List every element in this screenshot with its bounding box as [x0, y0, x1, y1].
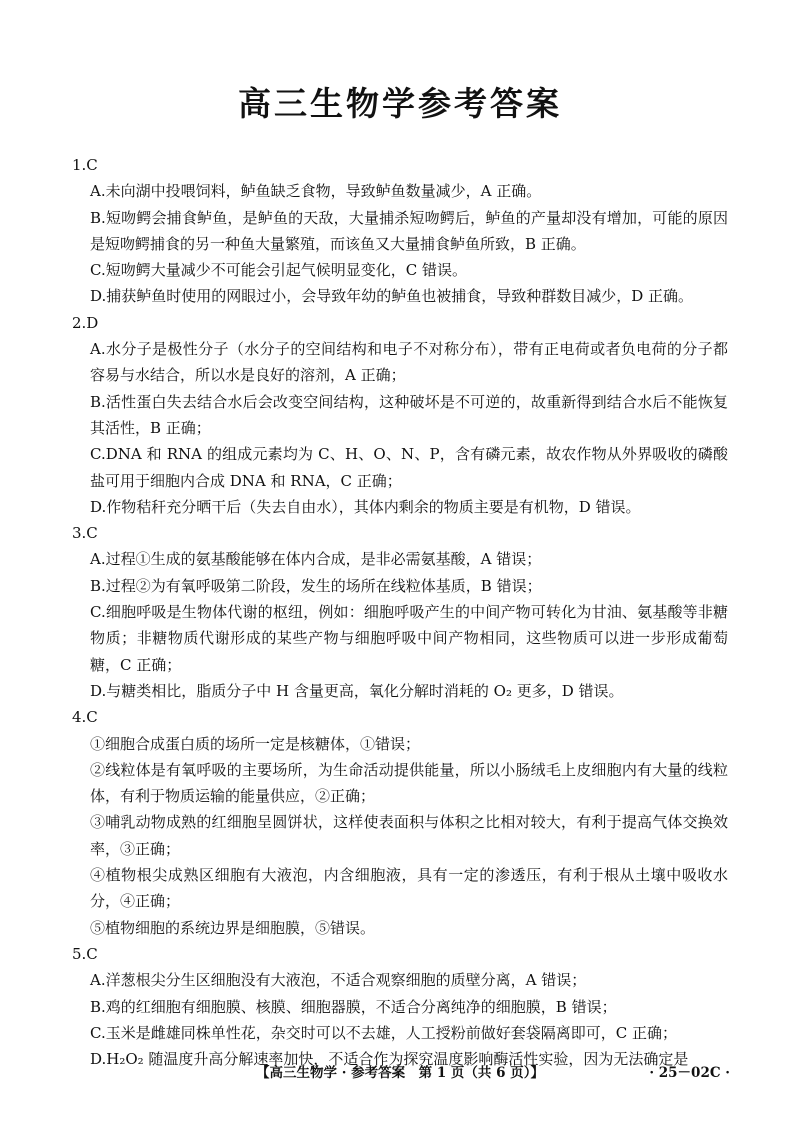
answer-line: A.水分子是极性分子（水分子的空间结构和电子不对称分布），带有正电荷或者负电荷的分子都容易与水结合，所以水是良好的溶剂，A 正确；: [90, 340, 728, 385]
answer-block-4: [72, 704, 728, 941]
answer-line: B.过程②为有氧呼吸第二阶段，发生的场所在线粒体基质，B 错误；: [90, 576, 542, 595]
question-number: 1.C: [72, 156, 98, 174]
question-number: 2.D: [72, 313, 99, 332]
answer-block-2: [72, 310, 728, 520]
footer-code: · 25－02C ·: [649, 1065, 730, 1081]
answer-line: ⑤植物细胞的系统边界是细胞膜，⑤错误。: [90, 918, 376, 937]
page-title: 高三生物学参考答案: [238, 84, 562, 123]
answer-line: C.短吻鳄大量减少不可能会引起气候明显变化，C 错误。: [90, 261, 467, 280]
answer-line: C.DNA 和 RNA 的组成元素均为 C、H、O、N、P，含有磷元素，故农作物从外界吸收的磷酸盐可用于细胞内合成 DNA 和 RNA，C 正确；: [90, 445, 728, 490]
answer-line: A.未向湖中投喂饲料，鲈鱼缺乏食物，导致鲈鱼数量减少，A 正确。: [90, 182, 542, 201]
answer-block-5: [72, 941, 728, 1072]
answer-line: ④植物根尖成熟区细胞有大液泡，内含细胞液，具有一定的渗透压，有利于根从土壤中吸收水分，④正确；: [90, 866, 728, 911]
answer-line: ③哺乳动物成熟的红细胞呈圆饼状，这样使表面积与体积之比相对较大，有利于提高气体交换效率，③正确；: [90, 813, 728, 858]
answer-line: B.鸡的红细胞有细胞膜、核膜、细胞器膜，不适合分离纯净的细胞膜，B 错误；: [90, 997, 617, 1016]
answer-content: [72, 152, 728, 1072]
answer-line: A.洋葱根尖分生区细胞没有大液泡，不适合观察细胞的质壁分离，A 错误；: [90, 971, 587, 990]
answer-line: D.与糖类相比，脂质分子中 H 含量更高，氧化分解时消耗的 O₂ 更多，D 错误。: [90, 681, 624, 700]
answer-line: B.短吻鳄会捕食鲈鱼，是鲈鱼的天敌，大量捕杀短吻鳄后，鲈鱼的产量却没有增加，可能的原因是短吻鳄捕食的另一种鱼大量繁殖，而该鱼又大量捕食鲈鱼所致，B 正确。: [90, 208, 728, 253]
question-number: 5.C: [72, 944, 98, 963]
answer-line: ①细胞合成蛋白质的场所一定是核糖体，①错误；: [90, 734, 421, 753]
answer-block-1: [72, 152, 728, 310]
page-footer: [0, 1061, 800, 1085]
answer-block-3: [72, 520, 728, 704]
question-number: 3.C: [72, 524, 98, 543]
answer-line: C.玉米是雌雄同株单性花，杂交时可以不去雄，人工授粉前做好套袋隔离即可，C 正确；: [90, 1023, 677, 1042]
footer-page-info: 【高三生物学 · 参考答案 第 1 页（共 6 页）】: [256, 1065, 544, 1081]
answer-line: ②线粒体是有氧呼吸的主要场所，为生命活动提供能量，所以小肠绒毛上皮细胞内有大量的线粒体，有利于物质运输的能量供应，②正确；: [90, 760, 728, 806]
answer-line: D.捕获鲈鱼时使用的网眼过小，会导致年幼的鲈鱼也被捕食，导致种群数目减少，D 正确。: [90, 287, 694, 306]
answer-line: C.细胞呼吸是生物体代谢的枢纽，例如：细胞呼吸产生的中间产物可转化为甘油、氨基酸等非糖物质；非糖物质代谢形成的某些产物与细胞呼吸中间产物相同，这些物质可以进一步形成葡萄糖，C 正确；: [90, 603, 728, 674]
answer-line: B.活性蛋白失去结合水后会改变空间结构，这种破坏是不可逆的，故重新得到结合水后不能恢复其活性，B 正确；: [90, 392, 728, 437]
answer-line: D.作物秸秆充分晒干后（失去自由水），其体内剩余的物质主要是有机物，D 错误。: [90, 497, 641, 516]
answer-line: A.过程①生成的氨基酸能够在体内合成，是非必需氨基酸，A 错误；: [90, 550, 542, 569]
question-number: 4.C: [72, 708, 98, 727]
answer-line: D.H₂O₂ 随温度升高分解速率加快，不适合作为探究温度影响酶活性实验，因为无法确定是: [90, 1050, 689, 1069]
